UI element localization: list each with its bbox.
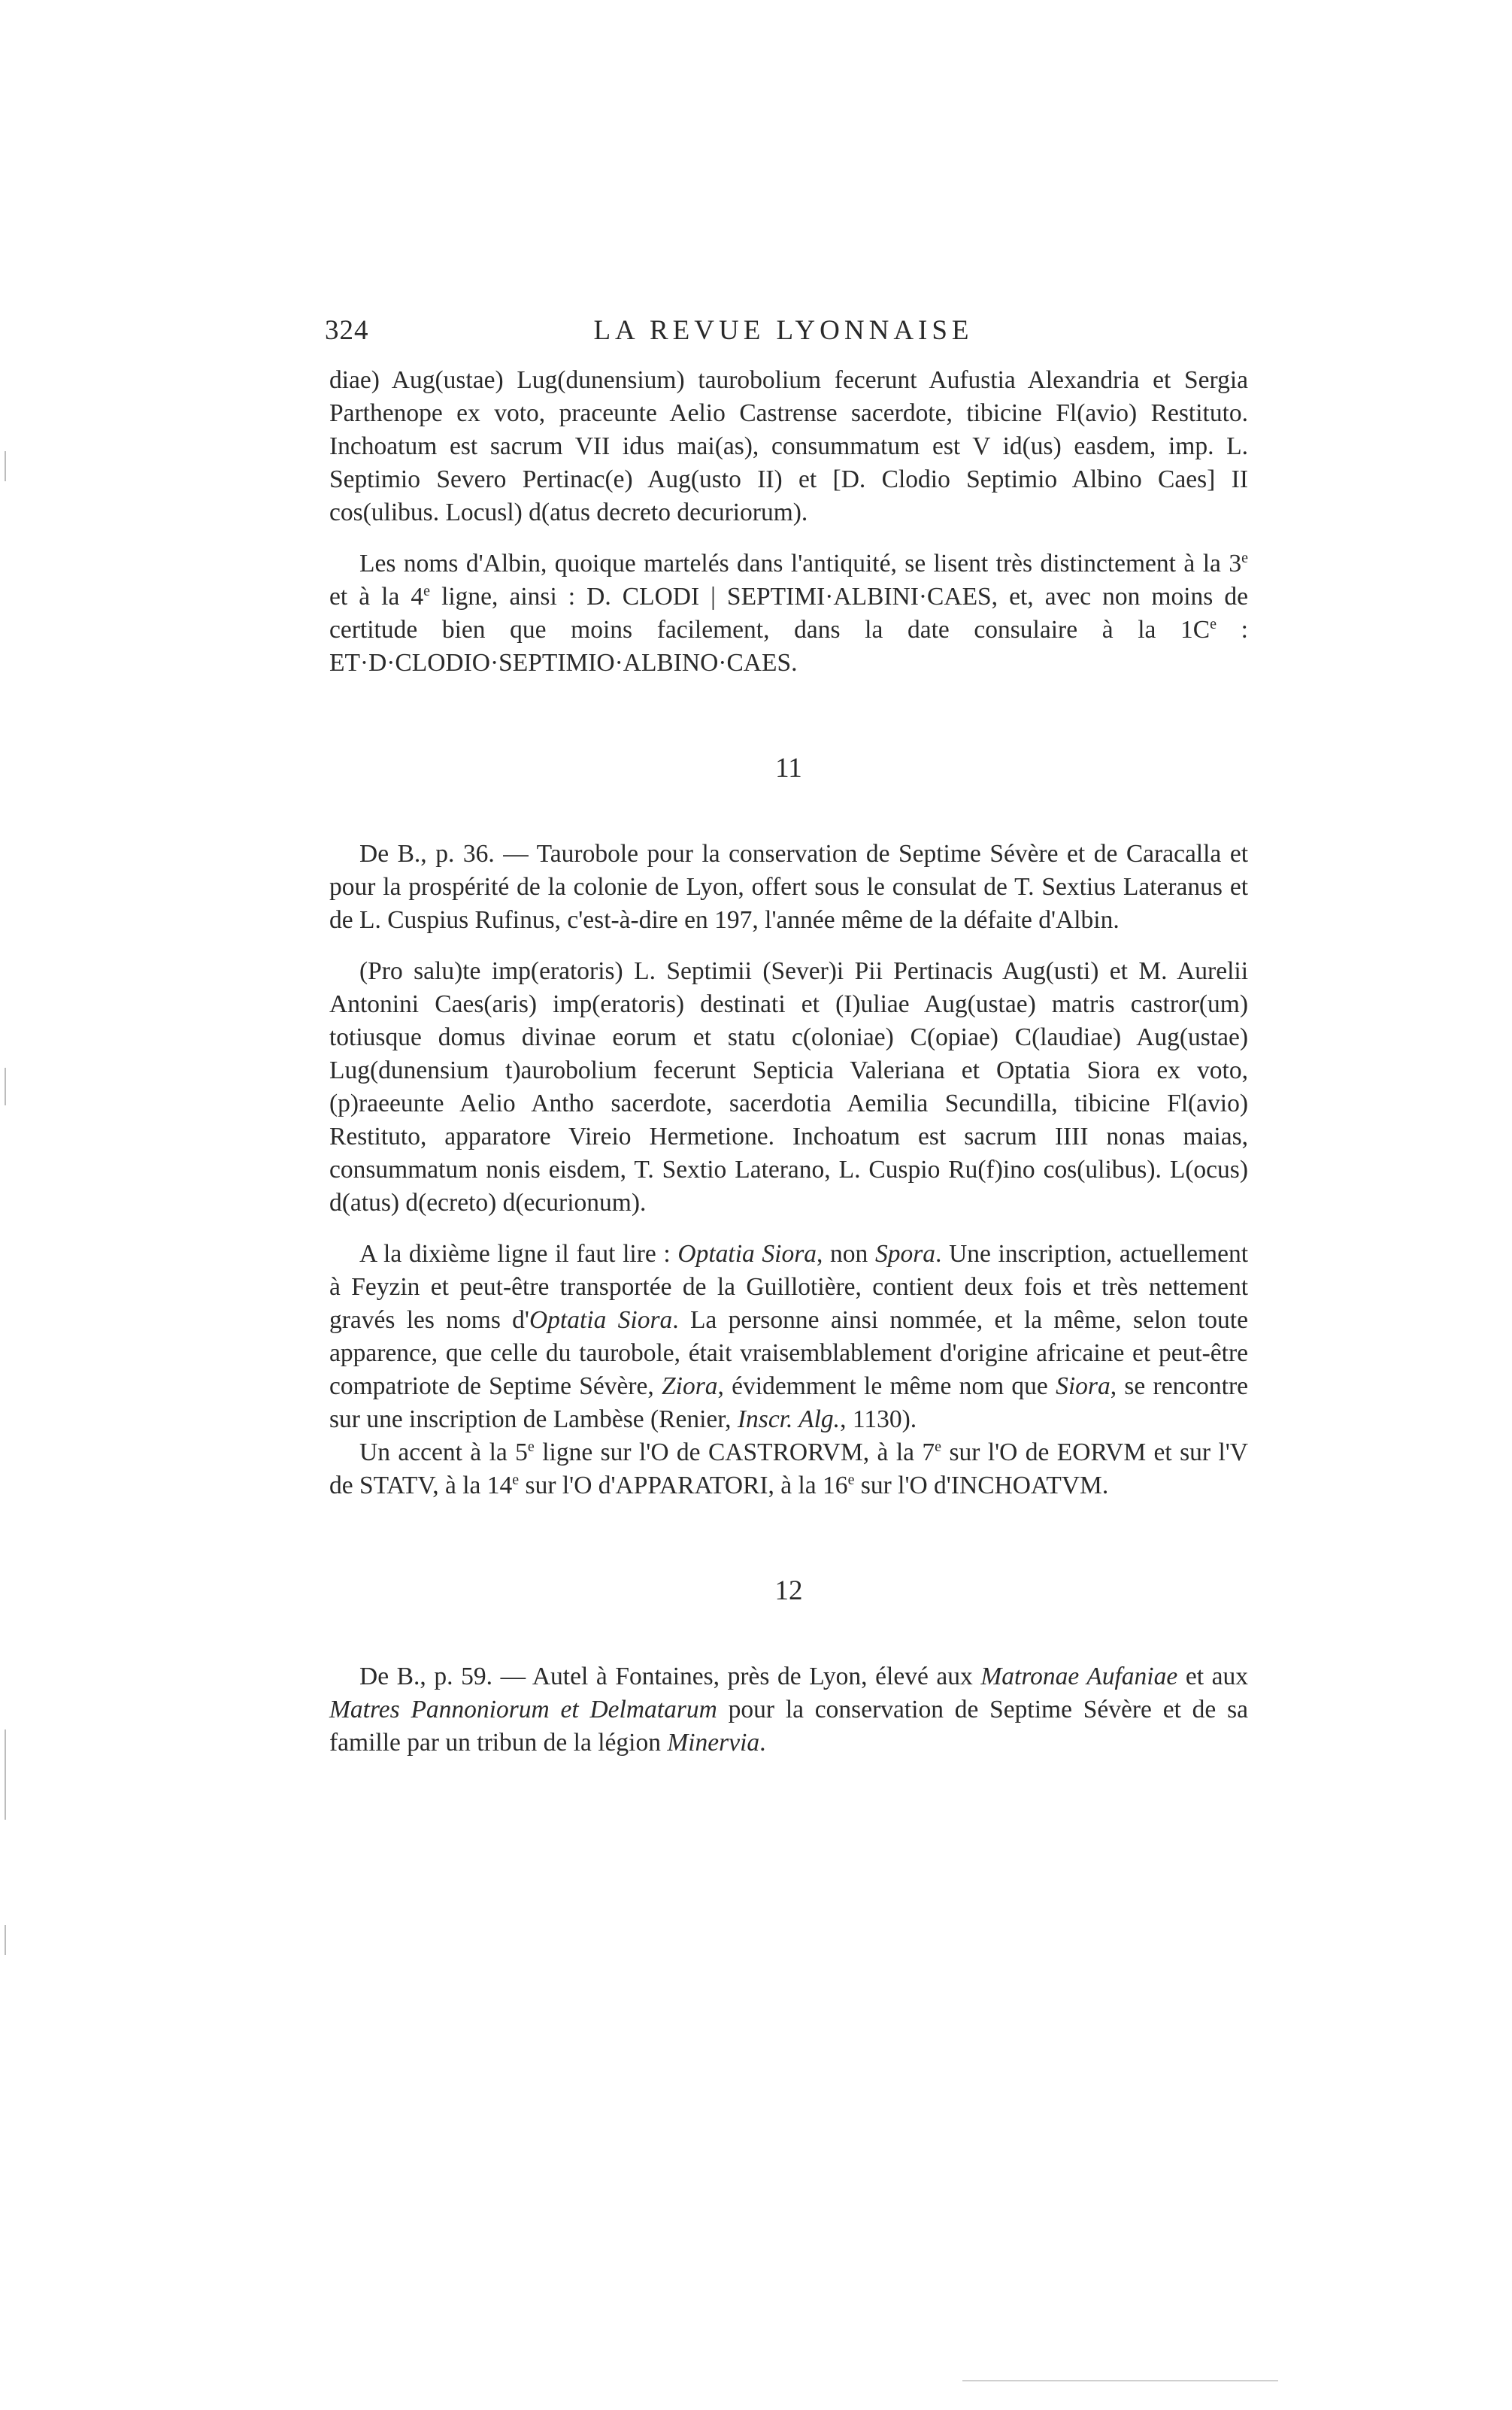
paragraph-optatia-siora: A la dixième ligne il faut lire : Optatia Siora, non Spora. Une inscription, actuellement à Feyzin et peut-être transportée de la Guillotière, contient deux fois et très nettement gravés les noms d'Optatia Siora. La personne ainsi nommée, et la même, selon toute apparence, que celle du taurobole, était vraisemblablement d'origine africaine et peut-être compatriote de Septime Sévère, Ziora, évidemment le même nom que Siora, se rencontre sur une inscription de Lambèse (Renier, Inscr. Alg., 1130). [329, 1240, 1249, 1433]
paragraph-accents: Un accent à la 5e ligne sur l'O de CASTRORVM, à la 7e sur l'O de EORVM et sur l'V de STATV, à la 14e sur l'O d'APPARATORI, à la 16e sur l'O d'INCHOATVM. [329, 1438, 1248, 1499]
running-title: LA REVUE LYONNAISE [593, 315, 974, 346]
paragraph-albin-names: Les noms d'Albin, quoique martelés dans l'antiquité, se lisent très distinctement à la 3e et à la 4e ligne, ainsi : D. CLODI | SEPTIMI·ALBINI·CAES, et, avec non moins de certitude bien que moins facilement, dans la date consulaire à la 1Ce : ET·D·CLODIO·SEPTIMIO·ALBINO·CAES. [329, 549, 1248, 677]
page-number: 324 [325, 315, 369, 346]
scan-edge-mark [5, 451, 6, 481]
scan-edge-mark [5, 1068, 6, 1105]
paragraph-taurobole-description: De B., p. 36. — Taurobole pour la conservation de Septime Sévère et de Caracalla et pour la prospérité de la colonie de Lyon, offert sous le consulat de T. Sextius Lateranus et de L. Cuspius Rufinus, c'est-à-dire en 197, l'année même de la défaite d'Albin. [329, 840, 1248, 934]
paragraph-fontaines-altar: De B., p. 59. — Autel à Fontaines, près de Lyon, élevé aux Matronae Aufaniae et aux Matres Pannoniorum et Delmatarum pour la conservation de Septime Sévère et de sa famille par un tribun de la légion Minervia. [329, 1663, 1249, 1757]
page-header [325, 314, 1242, 359]
section-number-12: 12 [774, 1575, 803, 1606]
paragraph-inscription-11: (Pro salu)te imp(eratoris) L. Septimii (Sever)i Pii Pertinacis Aug(usti) et M. Aurelii Antonini Caes(aris) imp(eratoris) destinati et (I)uliae Aug(ustae) matris castror(um) totiusque domus divinae eorum et statu c(oloniae) C(opiae) C(laudiae) Aug(ustae) Lug(dunensium t)aurobolium fecerunt Septicia Valeriana et Optatia Siora ex voto, (p)raeeunte Aelio Antho sacerdote, sacerdotia Aemilia Secundilla, tibicine Fl(avio) Restituto, apparatore Vireio Hermetione. Inchoatum est sacrum IIII nonas maias, consummatum nonis eisdem, T. Sextio Laterano, L. Cuspio Ru(f)ino cos(ulibus). L(ocus) d(atus) d(ecreto) d(ecurionum). [329, 957, 1248, 1217]
scan-edge-mark [5, 1925, 6, 1955]
scan-edge-mark [5, 1729, 6, 1820]
page-body [329, 364, 1248, 1760]
scan-bottom-line [962, 2380, 1278, 2381]
section-number-11: 11 [775, 753, 802, 784]
paragraph-inscription-10-end: diae) Aug(ustae) Lug(dunensium) taurobolium fecerunt Aufustia Alexandria et Sergia Parthenope ex voto, praceunte Aelio Castrense sacerdote, tibicine Fl(avio) Restituto. Inchoatum est sacrum VII idus mai(as), consummatum est V id(us) easdem, imp. L. Septimio Severo Pertinac(e) Aug(usto II) et [D. Clodio Septimio Albino Caes] II cos(ulibus. Locusl) d(atus decreto decuriorum). [329, 366, 1248, 526]
